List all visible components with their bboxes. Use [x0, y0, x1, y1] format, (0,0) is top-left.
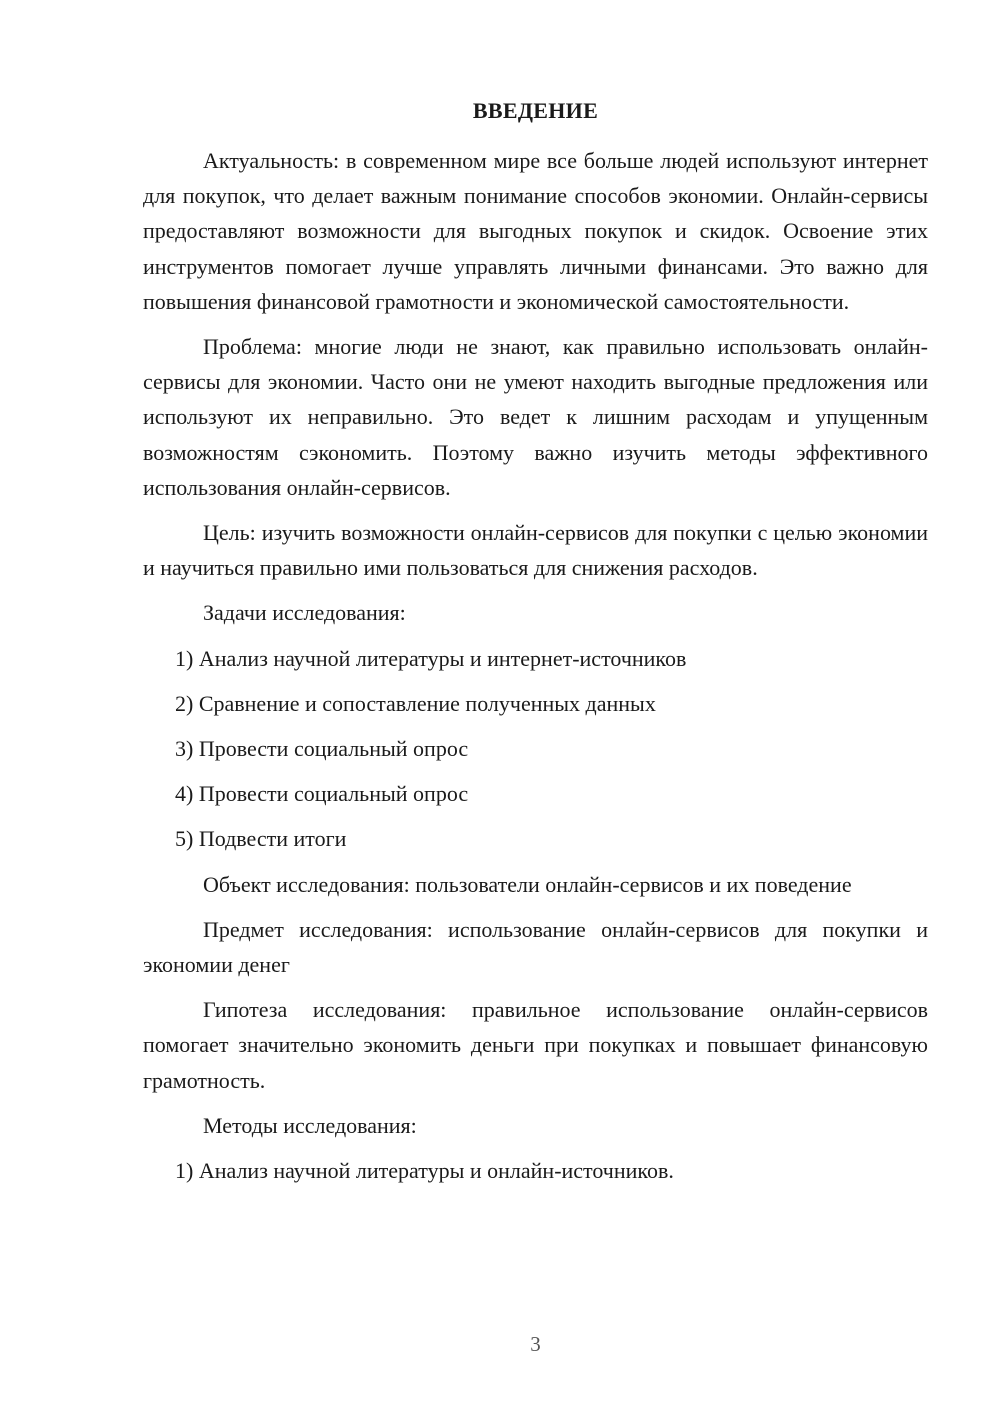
hypothesis-paragraph: Гипотеза исследования: правильное использование онлайн-сервисов помогает значительно экономить деньги при покупках и повышает финансовую грамотность. [143, 997, 928, 1093]
task-item-4: 4) Провести социальный опрос [175, 781, 469, 807]
document-page [143, 0, 928, 1414]
subject-paragraph: Предмет исследования: использование онлайн-сервисов для покупки и экономии денег [143, 916, 928, 978]
task-item-5: 5) Подвести итоги [175, 826, 347, 852]
task-item-1: 1) Анализ научной литературы и интернет-источников [175, 645, 687, 671]
document-body [143, 143, 928, 1198]
method-item-1: 1) Анализ научной литературы и онлайн-источников. [175, 1158, 674, 1184]
page-number: 3 [530, 1332, 541, 1356]
page-title: ВВЕДЕНИЕ [472, 98, 599, 123]
object-paragraph: Объект исследования: пользователи онлайн-сервисов и их поведение [203, 871, 852, 897]
task-item-3: 3) Провести социальный опрос [175, 736, 469, 762]
tasks-heading: Задачи исследования: [203, 600, 406, 626]
problem-paragraph: Проблема: многие люди не знают, как правильно использовать онлайн-сервисы для экономии. Часто они не умеют находить выгодные предложения или используют их неправильно. Это ведет к лишним расходам и упущенным возможностям сэкономить. Поэтому важно изучить методы эффективного использования онлайн-сервисов. [143, 334, 928, 500]
methods-heading: Методы исследования: [203, 1112, 417, 1138]
goal-paragraph: Цель: изучить возможности онлайн-сервисов для покупки с целью экономии и научиться правильно ими пользоваться для снижения расходов. [143, 520, 928, 581]
task-item-2: 2) Сравнение и сопоставление полученных данных [175, 690, 656, 716]
relevance-paragraph: Актуальность: в современном мире все больше людей используют интернет для покупок, что делает важным понимание способов экономии. Онлайн-сервисы предоставляют возможности для выгодных покупок и скидок. Освоение этих инструментов помогает лучше управлять личными финансами. Это важно для повышения финансовой грамотности и экономической самостоятельности. [143, 148, 928, 314]
